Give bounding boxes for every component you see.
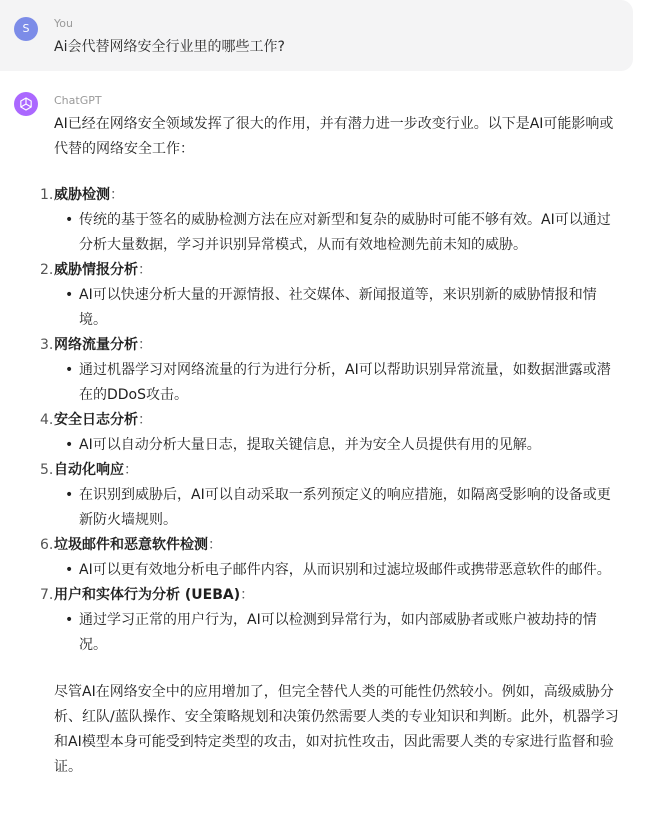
item-title: 用户和实体行为分析 (UEBA): [54, 587, 241, 603]
item-number: 1.: [40, 187, 54, 203]
item-title: 自动化响应: [54, 462, 124, 478]
sub-list: [54, 433, 620, 458]
sub-item-text: AI可以快速分析大量的开源情报、社交媒体、新闻报道等，来识别新的威胁情报和情境。: [79, 287, 597, 328]
sub-list: [54, 208, 620, 258]
list-item: [40, 408, 620, 458]
item-colon: ：: [138, 337, 152, 353]
assistant-response: [40, 112, 620, 780]
sub-list: [54, 558, 620, 583]
bullet-icon: •: [65, 287, 74, 303]
sub-list: [54, 608, 620, 658]
intro-paragraph: AI已经在网络安全领域发挥了很大的作用，并有潜力进一步改变行业。以下是AI可能影响或代替的网络安全工作：: [54, 116, 614, 157]
sub-item-text: AI可以更有效地分析电子邮件内容，从而识别和过滤垃圾邮件或携带恶意软件的邮件。: [79, 562, 611, 578]
sub-item-text: AI可以自动分析大量日志，提取关键信息，并为安全人员提供有用的见解。: [79, 437, 541, 453]
list-item: [40, 258, 620, 333]
bullet-icon: •: [65, 487, 74, 503]
openai-logo-icon: [17, 95, 35, 113]
conclusion-paragraph: 尽管AI在网络安全中的应用增加了，但完全替代人类的可能性仍然较小。例如，高级威胁分析、红队/蓝队操作、安全策略规划和决策仍然需要人类的专业知识和判断。此外，机器学习和AI模型本身可能受到特定类型的攻击，如对抗性攻击，因此需要人类的专家进行监督和验证。: [54, 684, 619, 775]
item-title: 威胁检测: [54, 187, 110, 203]
numbered-list: [40, 183, 620, 658]
list-item: [40, 458, 620, 533]
sub-list: [54, 483, 620, 533]
sub-list-item: [65, 358, 620, 408]
assistant-avatar: [14, 92, 38, 116]
sub-list: [54, 283, 620, 333]
assistant-author-label: ChatGPT: [54, 94, 102, 107]
item-title: 垃圾邮件和恶意软件检测: [54, 537, 208, 553]
sub-item-text: 通过机器学习对网络流量的行为进行分析，AI可以帮助识别异常流量，如数据泄露或潜在的DDoS攻击。: [79, 362, 611, 403]
item-number: 3.: [40, 337, 54, 353]
sub-item-text: 在识别到威胁后，AI可以自动采取一系列预定义的响应措施，如隔离受影响的设备或更新防火墙规则。: [79, 487, 611, 528]
list-item: [40, 183, 620, 258]
sub-item-text: 通过学习正常的用户行为，AI可以检测到异常行为，如内部威胁者或账户被劫持的情况。: [79, 612, 597, 653]
user-message-text: Ai会代替网络安全行业里的哪些工作?: [54, 39, 285, 55]
list-item: [40, 533, 620, 583]
item-colon: ：: [138, 262, 152, 278]
user-message-block: [0, 0, 633, 71]
bullet-icon: •: [65, 362, 74, 378]
bullet-icon: •: [65, 612, 74, 628]
item-title: 安全日志分析: [54, 412, 138, 428]
sub-item-text: 传统的基于签名的威胁检测方法在应对新型和复杂的威胁时可能不够有效。AI可以通过分析大量数据，学习并识别异常模式，从而有效地检测先前未知的威胁。: [79, 212, 611, 253]
user-avatar: S: [14, 17, 38, 41]
bullet-icon: •: [65, 562, 74, 578]
sub-list: [54, 358, 620, 408]
sub-list-item: [65, 608, 620, 658]
item-title: 网络流量分析: [54, 337, 138, 353]
item-colon: ：: [138, 412, 152, 428]
sub-list-item: [65, 483, 620, 533]
item-colon: ：: [240, 587, 255, 603]
item-number: 2.: [40, 262, 54, 278]
item-colon: ：: [110, 187, 124, 203]
item-colon: ：: [208, 537, 222, 553]
user-author-label: You: [54, 17, 73, 30]
sub-list-item: [65, 558, 620, 583]
sub-list-item: [65, 433, 620, 458]
list-item: [40, 583, 620, 658]
sub-list-item: [65, 283, 620, 333]
list-item: [40, 333, 620, 408]
item-number: 4.: [40, 412, 54, 428]
bullet-icon: •: [65, 437, 74, 453]
item-title: 威胁情报分析: [54, 262, 138, 278]
sub-list-item: [65, 208, 620, 258]
item-number: 5.: [40, 462, 54, 478]
bullet-icon: •: [65, 212, 74, 228]
item-number: 6.: [40, 537, 54, 553]
item-number: 7.: [40, 587, 54, 603]
item-colon: ：: [124, 462, 138, 478]
